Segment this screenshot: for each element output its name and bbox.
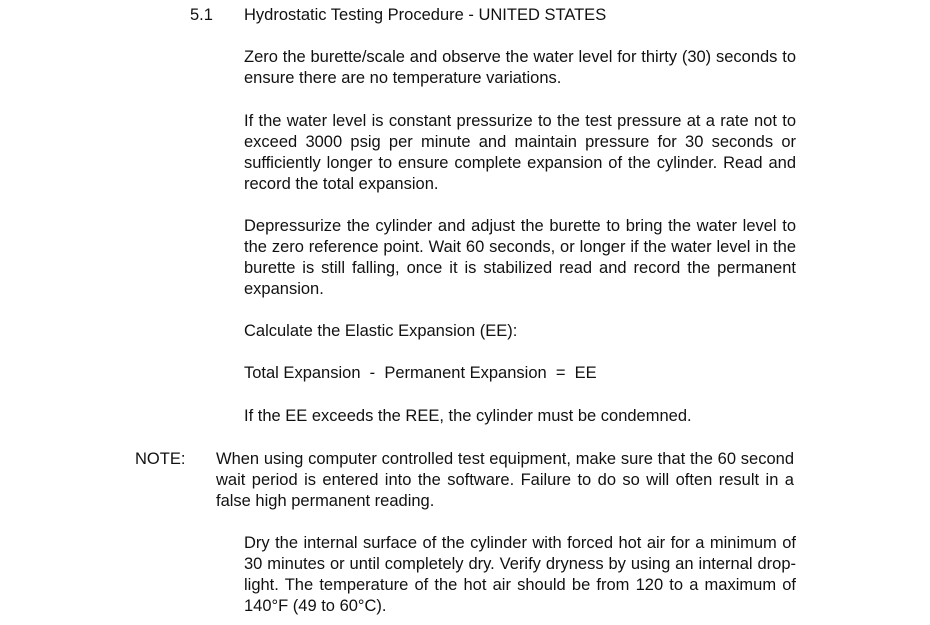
section-title: Hydrostatic Testing Procedure - UNITED STATES <box>244 6 607 24</box>
paragraph-depressurize: Depressurize the cylinder and adjust the burette to bring the water level to the zero reference point. Wait 60 seconds, or longer if the water level in the burette is still falling, once it is stabilized read and record the permanent expansion. <box>244 217 796 298</box>
note-text: When using computer controlled test equipment, make sure that the 60 second wait period is entered into the software. Failure to do so will often result in a false high permanent reading. <box>216 450 794 510</box>
expansion-formula: Total Expansion - Permanent Expansion = EE <box>244 364 597 382</box>
paragraph-condemned: If the EE exceeds the REE, the cylinder must be condemned. <box>244 407 692 425</box>
paragraph-dry-cylinder: Dry the internal surface of the cylinder with forced hot air for a minimum of 30 minutes or until completely dry. Verify dryness by using an internal drop-light. The temperature of the hot air should be from 120 to a maximum of 140°F (49 to 60°C). <box>244 534 796 615</box>
paragraph-calculate-ee: Calculate the Elastic Expansion (EE): <box>244 322 518 340</box>
paragraph-zero-burette: Zero the burette/scale and observe the water level for thirty (30) seconds to ensure there are no temperature variations. <box>244 48 796 87</box>
section-number: 5.1 <box>190 6 213 24</box>
paragraph-pressurize: If the water level is constant pressurize to the test pressure at a rate not to exceed 3000 psig per minute and maintain pressure for 30 seconds or sufficiently longer to ensure complete expansion of the cylinder. Read and record the total expansion. <box>244 112 796 193</box>
note-label: NOTE: <box>135 450 186 468</box>
